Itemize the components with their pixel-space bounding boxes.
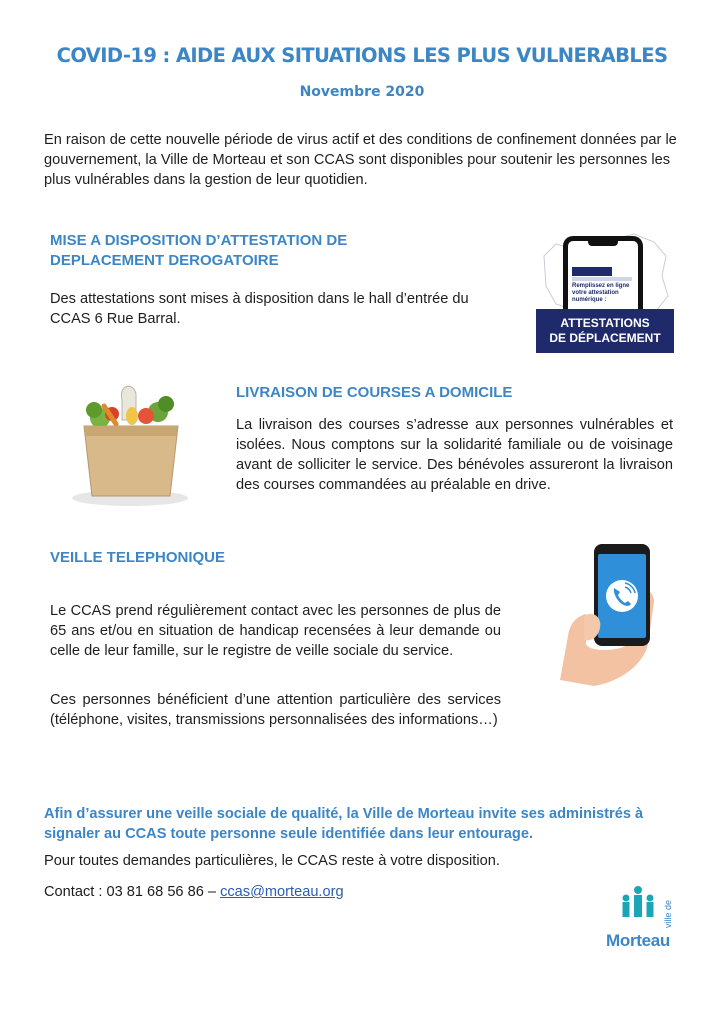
banner-line-2: DE DÉPLACEMENT [549,331,661,345]
attestation-text: Des attestations sont mises à disposition dans le hall d’entrée du CCAS 6 Rue Barral. [50,291,469,327]
intro-paragraph: En raison de cette nouvelle période de virus actif et des conditions de confinement données par le gouvernement, la Ville de Morteau et son CCAS sont disponibles pour soutenir les personnes les plus vulnérables dans la gestion de leur quotidien. [44,132,677,188]
phone-subheader-bar [572,277,632,281]
phone-screen-text: Remplissez en ligne votre attestation numérique : [572,283,630,303]
phone-notch [588,240,618,246]
veille-text-1: Le CCAS prend régulièrement contact avec les personnes de plus de 65 ans et/ou en situation de handicap recensées à leur demande ou celle de leur famille, sur le registre de veille sociale du service. [50,603,501,659]
morteau-logo [606,884,686,956]
banner-line-1: ATTESTATIONS [560,316,650,330]
section-heading-veille: VEILLE TELEPHONIQUE [50,549,226,566]
veille-text-2: Ces personnes bénéficient d’une attention particulière des services (téléphone, visites, transmissions personnalisées des informations…) [50,692,501,728]
heading-line-2: DEPLACEMENT DEROGATOIRE [50,252,279,269]
contact-phone: Contact : 03 81 68 56 86 – [44,884,221,900]
footer-contact [44,882,544,902]
page-date: Novembre 2020 [299,84,425,100]
footer-highlight: Afin d’assurer une veille sociale de qualité, la Ville de Morteau invite ses administrés à signaler au CCAS toute personne seule identifiée dans leur entourage. [44,806,644,842]
footer-availability: Pour toutes demandes particulières, le CCAS reste à votre disposition. [44,853,500,869]
phone-in-hand-illustration [550,540,662,686]
logo-people-icon [618,884,658,918]
contact-email-link[interactable]: ccas@morteau.org [220,884,344,900]
livraison-text: La livraison des courses s’adresse aux personnes vulnérables et isolées. Nous comptons sur la solidarité familiale ou de voisinage avant de solliciter le service. Des bénévoles assureront la livraison des courses commandées au préalable en drive. [236,417,673,493]
logo-name: Morteau [606,931,671,950]
grocery-bag-illustration [60,380,200,508]
section-heading-livraison: LIVRAISON DE COURSES A DOMICILE [236,384,513,401]
attestation-phone-graphic [563,236,643,310]
attestation-banner [536,309,674,353]
phone-header-bar [572,267,612,276]
logo-small-text: ville de [663,900,673,929]
page-title: COVID-19 : AIDE AUX SITUATIONS LES PLUS VULNERABLES [56,44,668,67]
section-heading-attestation [50,231,490,271]
heading-line-1: MISE A DISPOSITION D’ATTESTATION DE [50,232,348,249]
